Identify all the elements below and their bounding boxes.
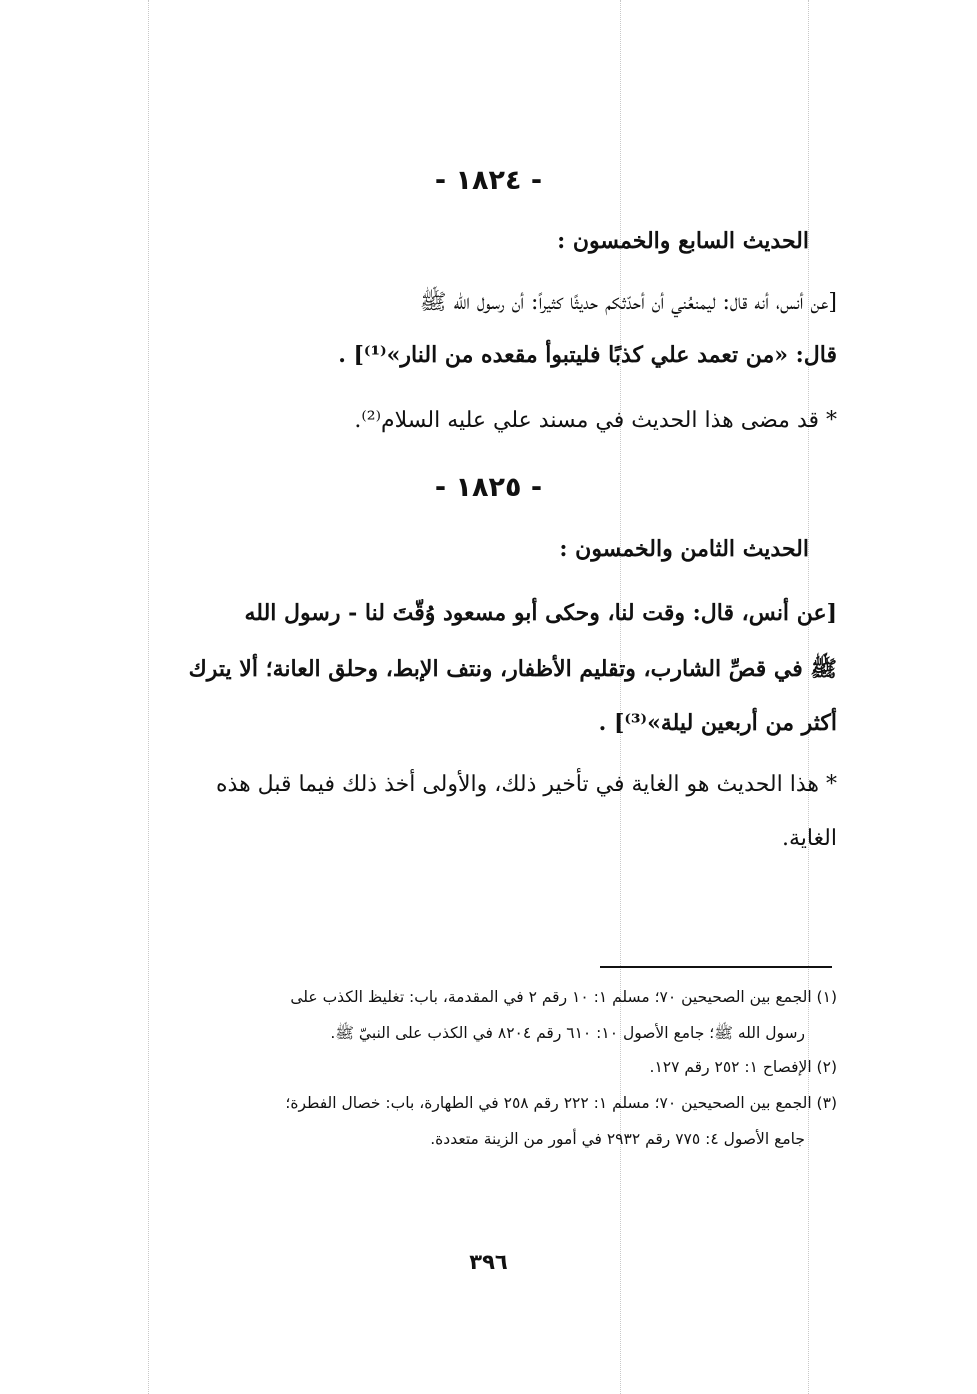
hadith-note: * هذا الحديث هو الغاية في تأخير ذلك، والأولى أخذ ذلك فيما قبل هذه [216, 772, 837, 797]
hadith-text-line: ﷺ في قصِّ الشارب، وتقليم الأظفار، ونتف الإبط، وحلق العانة؛ ألا يترك [188, 656, 837, 682]
hadith-number-1825: - ١٨٢٥ - [434, 472, 543, 503]
hadith-text-line: أكثر من أربعين ليلة»⁽³⁾] . [598, 710, 837, 736]
page-number: ٣٩٦ [469, 1250, 508, 1274]
hadith-text-line: [عن أنس، أنه قال: ليمنعُني أن أحدّثكم حديثًا كثيراً: أن رسول الله ﷺ [419, 290, 837, 315]
footnote-separator [600, 966, 832, 968]
footnote-3: (٣) الجمع بين الصحيحين ٧٠؛ مسلم ١: ٢٢٢ رقم ٢٥٨ في الطهارة، باب: خصال الفطرة؛ [285, 1094, 837, 1112]
footnote-2: (٢) الإفصاح ١: ٢٥٢ رقم ١٢٧. [649, 1058, 837, 1076]
footnote-3-cont: جامع الأصول ٤: ٧٧٥ رقم ٢٩٣٢ في أمور من الزينة متعددة. [430, 1130, 805, 1148]
hadith-text-line: [عن أنس، قال: وقت لنا، وحكى أبو مسعود وُقّتَ لنا - رسول الله [244, 600, 837, 626]
hadith-note: * قد مضى هذا الحديث في مسند علي عليه السلام⁽²⁾. [354, 408, 837, 433]
hadith-note: الغاية. [781, 826, 837, 851]
footnote-1: (١) الجمع بين الصحيحين ٧٠؛ مسلم ١: ١٠ رقم ٢ في المقدمة، باب: تغليظ الكذب على [290, 988, 837, 1006]
hadith-subtitle: الحديث الثامن والخمسون : [559, 536, 809, 562]
hadith-text-line: قال: «من تعمد علي كذبًا فليتبوأ مقعده من النار»⁽¹⁾] . [338, 342, 837, 368]
scan-artifact-line [148, 0, 149, 1394]
hadith-subtitle: الحديث السابع والخمسون : [557, 228, 809, 254]
scan-artifact-line [620, 0, 621, 1394]
footnote-1-cont: رسول الله ﷺ؛ جامع الأصول ١٠: ٦١٠ رقم ٨٢٠٤ في الكذب على النبيّ ﷺ. [330, 1024, 805, 1042]
hadith-number-1824: - ١٨٢٤ - [434, 165, 543, 196]
scan-artifact-line [808, 0, 809, 1394]
